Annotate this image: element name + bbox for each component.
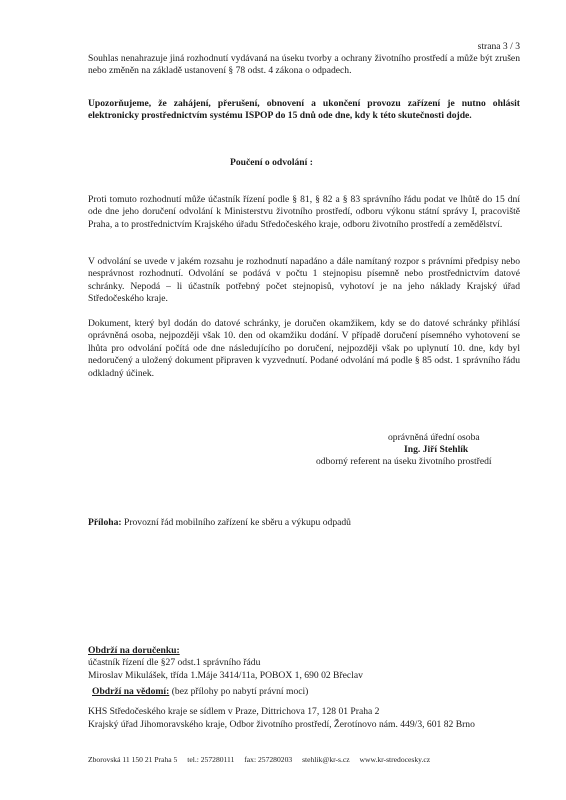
appeal-paragraph: Proti tomuto rozhodnutí může účastník řízení podle § 81, § 82 a § 83 správního řádu podat ve lhůtě do 15 dní ode dne jeho doručení odvolání k Ministerstvu životního prostředí, odboru výkonu státní správy I, pracoviště Praha, a to prostřednictvím Krajského úřadu Středočeského kraje, odboru životního prostředí a zemědělství.: [88, 194, 520, 230]
signature-position: odborný referent na úseku životního prostředí: [316, 456, 492, 467]
page-number: strana 3 / 3: [477, 41, 520, 52]
signature-name: Ing. Jiří Stehlík: [404, 444, 469, 455]
attachment-label: Příloha:: [88, 517, 122, 528]
attachment-text: Provozní řád mobilního zařízení ke sběru a výkupu odpadů: [123, 517, 351, 528]
footer-tel: tel.: 257280111: [187, 755, 235, 764]
info-heading: Obdrží na vědomí:: [92, 686, 170, 697]
info-heading-line: [92, 686, 520, 698]
attachment-line: [88, 517, 520, 529]
notice-paragraph: Upozorňujeme, že zahájení, přerušení, obnovení a ukončení provozu zařízení je nutno ohlásit elektronicky prostřednictvím systému ISPOP do 15 dnů ode dne, kdy k této skutečnosti dojde.: [88, 98, 520, 122]
delivery-line: účastník řízení dle §27 odst.1 správního řádu: [88, 657, 261, 668]
footer-address: Zborovská 11 150 21 Praha 5: [88, 755, 178, 764]
intro-paragraph: Souhlas nenahrazuje jiná rozhodnutí vydávaná na úseku tvorby a ochrany životního prostředí a může být zrušen nebo změněn na základě ustanovení § 78 odst. 4 zákona o odpadech.: [88, 53, 520, 77]
appeal-paragraph: Dokument, který byl dodán do datové schránky, je doručen okamžikem, kdy se do datové schránky přihlásí oprávněná osoba, nejpozději však 10. den od okamžiku dodání. V případě doručení písemného vyhotovení se lhůta pro odvolání počítá ode dne následujícího po doručení, nejpozději však po uplynutí 10. dne, kdy byl nedoručený a uložený dokument připraven k vyzvednutí. Podané odvolání má podle § 85 odst. 1 správního řádu odkladný účinek.: [88, 318, 520, 379]
footer-fax: fax: 257280203: [244, 755, 293, 764]
appeal-heading: Poučení o odvolání :: [230, 157, 313, 168]
footer: [88, 755, 528, 765]
signature-role: oprávněná úřední osoba: [388, 432, 480, 443]
delivery-line: Miroslav Mikulášek, třída 1.Máje 3414/11a, POBOX 1, 690 02 Břeclav: [88, 670, 363, 681]
footer-email: stehlik@kr-s.cz: [302, 755, 350, 764]
appeal-paragraph: V odvolání se uvede v jakém rozsahu je rozhodnutí napadáno a dále namítaný rozpor s právními předpisy nebo nesprávnost rozhodnutí. Odvolání se podává v počtu 1 stejnopisu písemně nebo prostřednictvím datové schránky. Nepodá – li účastník potřebný počet stejnopisů, vyhotoví je na jeho náklady Krajský úřad Středočeského kraje.: [88, 256, 520, 305]
delivery-heading: Obdrží na doručenku:: [88, 645, 180, 656]
info-note: (bez přílohy po nabytí právní moci): [171, 686, 309, 697]
info-line: Krajský úřad Jihomoravského kraje, Odbor životního prostředí, Žerotínovo nám. 449/3, 601 82 Brno: [88, 719, 475, 730]
footer-web: www.kr-stredocesky.cz: [359, 755, 431, 764]
info-line: KHS Středočeského kraje se sídlem v Praze, Dittrichova 17, 128 01 Praha 2: [88, 706, 380, 717]
